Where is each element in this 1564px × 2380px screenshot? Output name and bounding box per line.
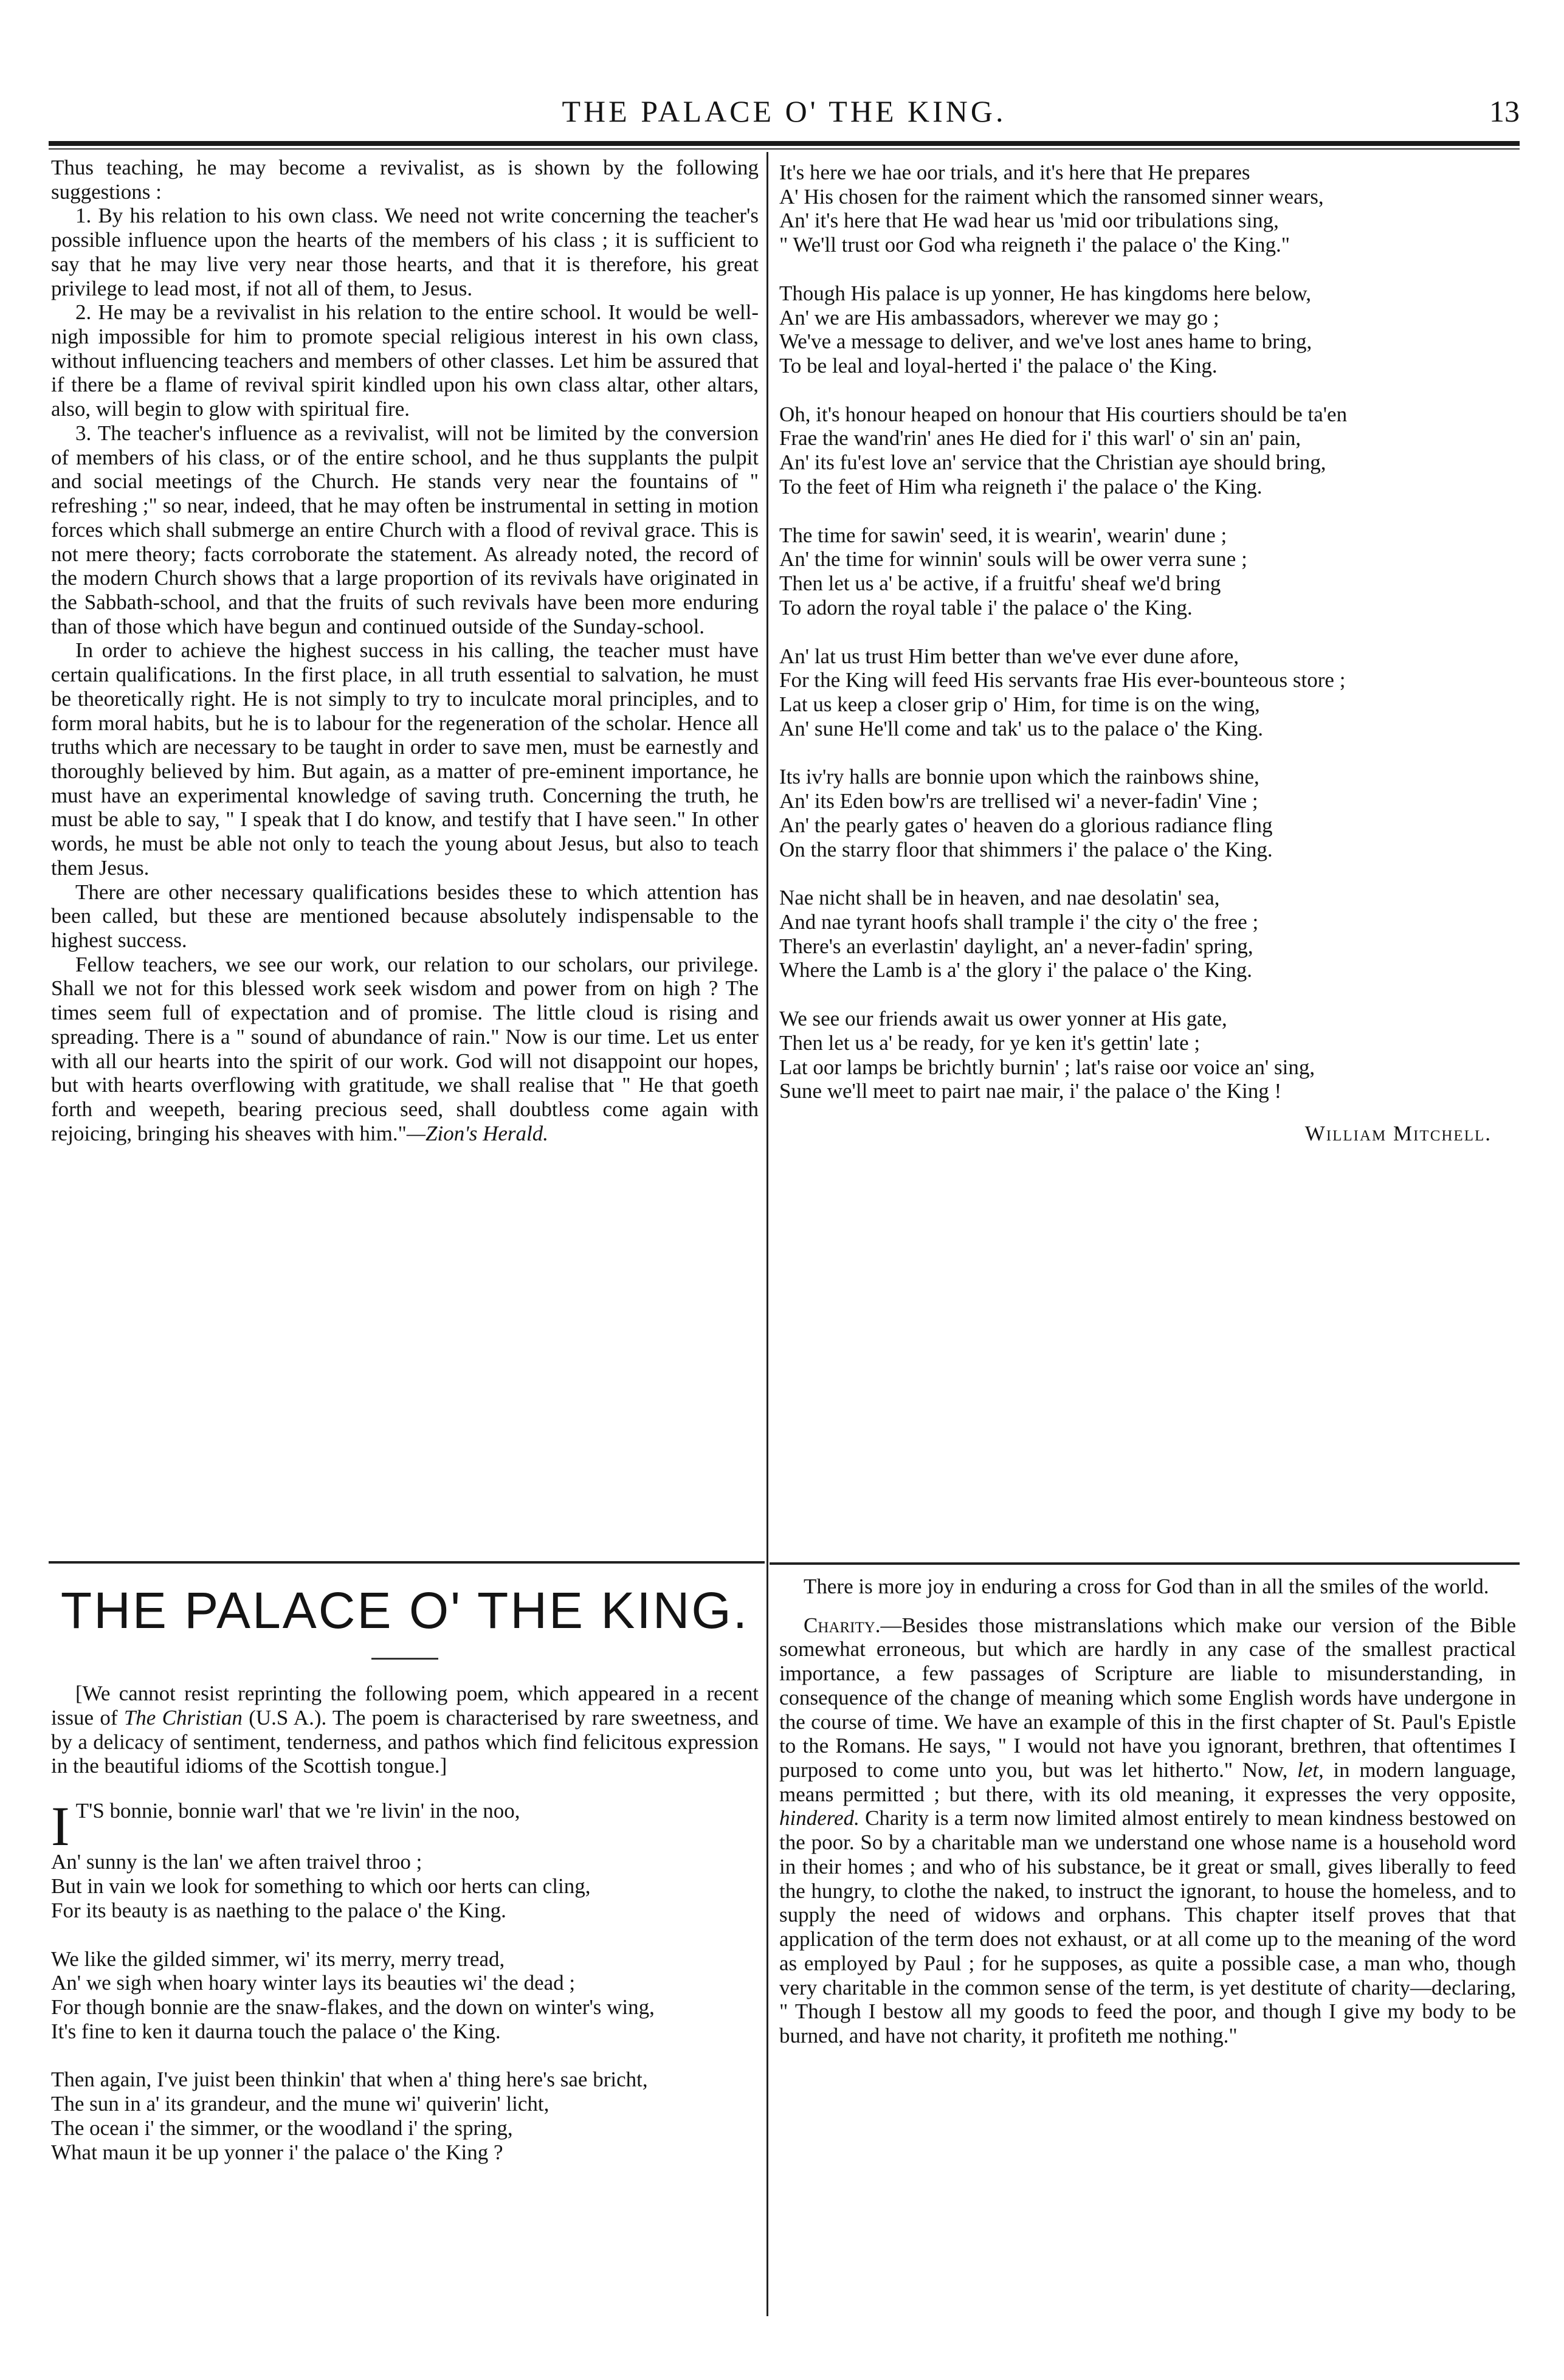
page-number: 13 [1489,94,1520,128]
poem-continued [779,160,1516,1146]
stanza [779,886,1516,982]
stanza [779,281,1516,378]
poem-line: An' the pearly gates o' heaven do a glorious radiance fling [779,813,1273,837]
article-paragraph-text: Fellow teachers, we see our work, our relation to our scholars, our privilege. Shall we not for this blessed work seek wisdom and power from on high ? The times seem full of expectation and of promise. The little cloud is rising and spreading. There is a " sound of abundance of rain." Now is our time. Let us enter with all our hearts into the spirit of our work. God will not disappoint our hopes, but with hearts overflowing with gratitude, we shall realise that " He that goeth forth and weepeth, bearing precious seed, shall doubtless come again with rejoicing, bringing his sheaves with him." [51,952,759,1145]
poem-line: Lat oor lamps be brichtly burnin' ; lat's raise oor voice an' sing, [779,1055,1315,1079]
stanza [779,523,1516,620]
poem-line: An' sunny is the lan' we aften traivel throo ; [51,1850,422,1874]
poem-line: And nae tyrant hoofs shall trample i' the city o' the free ; [779,909,1259,934]
poem-line: Then let us a' be ready, for ye ken it's gettin' late ; [779,1030,1201,1055]
poem-line: For its beauty is as naething to the palace o' the King. [51,1898,506,1922]
charity-text: —Besides those mistranslations which make our version of the Bible somewhat erroneous, but which are hardly in any case of the smallest practical importance, a few passages of Scripture are liable to misunderstanding, in consequence of the change of meaning which some English words have undergone in the course of time. We have an example of this in the first chapter of St. Paul's Epistle to the Romans. He says, " I would not have you ignorant, brethren, that oftentimes I purposed to come unto you, but was let hitherto." Now, [779,1613,1516,1782]
lead-paragraph: There is more joy in enduring a cross for God than in all the smiles of the world. [804,1575,1489,1598]
poem-line: On the starry floor that shimmers i' the palace o' the King. [779,837,1273,861]
stanza [779,402,1516,499]
charity-text: , in modern language, means permitted ; but there, with its old meaning, it expresses the very opposite, [779,1758,1516,1806]
poem-line: Oh, it's honour heaped on honour that His courtiers should be ta'en [779,402,1348,426]
poem-line: There's an everlastin' daylight, an' a never-fadin' spring, [779,934,1253,958]
title-rule [371,1658,438,1660]
poem-line: We like the gilded simmer, wi' its merry, merry tread, [51,1947,505,1971]
article-paragraph: Thus teaching, he may become a revivalist, as is shown by the following suggestions : [51,156,759,204]
header-rule-thin [49,148,1520,150]
poem-line: Frae the wand'rin' anes He died for i' this warl' o' sin an' pain, [779,426,1301,450]
poem-line: An' sune He'll come and tak' us to the palace o' the King. [779,716,1263,740]
article-charity [779,1575,1516,2048]
stanza [779,765,1516,861]
poem-line: T'S bonnie, bonnie warl' that we 're livin' in the noo, [75,1799,520,1823]
poem-line: Nae nicht shall be in heaven, and nae desolatin' sea, [779,886,1220,910]
poem-stanzas-right [779,160,1516,1103]
poem-section [51,1575,759,2189]
poem-line: To the feet of Him wha reigneth i' the palace o' the King. [779,474,1263,498]
poem-intro-text-end: (U.S A.). The poem is characterised by rare sweetness, and by a delicacy of sentiment, tenderness, and pathos which find felicitous expression in the beautiful idioms of the Scottish tongue.] [51,1706,759,1778]
stanza [51,1795,759,1922]
poem-line: An' it's here that He wad hear us 'mid oor tribulations sing, [779,209,1279,233]
stanza [779,644,1516,741]
charity-text: Charity is a term now limited almost entirely to mean kindness bestowed on the poor. So by a charitable man we understand one whose name is a household word in their homes ; and who of his substance, be it great or small, gives liberally to feed the hungry, to clothe the naked, to instruct the ignorant, to house the homeless, and to supply the need of widows and orphans. This chapter itself proves that that application of the term does not exhaust, or at all come up to the meaning of the word as employed by Paul ; for he supposes, as quite a possible case, a man who, though very charitable in the common sense of the term, is yet destitute of charity—declaring, " Though I bestow all my goods to feed the poor, and though I give my body to be burned, and have not charity, it profiteth me nothing." [779,1806,1516,2047]
stanza [779,160,1516,257]
poem-signature: William Mitchell. [1304,1122,1492,1145]
poem-stanzas-left [51,1795,759,2164]
page-header [49,91,1520,140]
poem-line: Its iv'ry halls are bonnie upon which the rainbows shine, [779,765,1259,789]
poem-line: An' its fu'est love an' service that the Christian aye should bring, [779,450,1326,475]
poem-line: To adorn the royal table i' the palace o' the King. [779,595,1193,619]
poem-line: Lat us keep a closer grip o' Him, for time is on the wing, [779,692,1260,716]
poem-intro [51,1682,759,1778]
section-rule-left [49,1561,765,1564]
poem-line: Then again, I've juist been thinkin' that when a' thing here's sae bricht, [51,2068,648,2092]
running-title: THE PALACE O' THE KING. [562,94,1007,128]
header-rule [49,141,1520,146]
stanza [51,1947,759,2044]
section-rule-right [770,1562,1520,1565]
poem-line: A' His chosen for the raiment which the ransomed sinner wears, [779,184,1324,209]
article-paragraph: 1. By his relation to his own class. We need not write concerning the teacher's possible influence upon the hearts of the members of his class ; it is sufficient to say that he may live very near those hearts, and that it is therefore, his great privilege to lead most, if not all of them, to Jesus. [51,204,759,300]
poem-line: Then let us a' be active, if a fruitfu' sheaf we'd bring [779,571,1221,596]
poem-line: The time for sawin' seed, it is wearin', wearin' dune ; [779,523,1227,547]
poem-intro-text: [We cannot resist reprinting the following poem, which appeared in a recent issue of [51,1682,759,1730]
poem-title: THE PALACE O' THE KING. [60,1582,749,1639]
poem-line: Where the Lamb is a' the glory i' the palace o' the King. [779,958,1252,982]
poem-line: Though His palace is up yonner, He has kingdoms here below, [779,281,1312,305]
stanza [51,2068,759,2164]
poem-line: It's here we hae oor trials, and it's here that He prepares [779,160,1250,184]
article-sunday-school-teacher [51,156,759,1145]
poem-line: It's fine to ken it daurna touch the palace o' the King. [51,2019,501,2043]
stanza [779,1007,1516,1103]
poem-line: Sune we'll meet to pairt nae mair, i' the palace o' the King ! [779,1079,1282,1103]
poem-line: An' the time for winnin' souls will be ower verra sune ; [779,547,1247,571]
column-divider [766,152,768,2316]
charity-label: Charity. [804,1613,881,1637]
article-paragraph: There are other necessary qualifications besides these to which attention has been called, but these are mentioned because absolutely indispensable to the highest success. [51,880,759,952]
poem-line-first [51,1795,759,1858]
poem-line: We've a message to deliver, and we've lost anes hame to bring, [779,329,1312,354]
poem-line: To be leal and loyal-herted i' the palace o' the King. [779,354,1218,378]
article-paragraph: 2. He may be a revivalist in his relation to the entire school. It would be well-nigh impossible for him to promote special religious interest in his own class, without influencing teachers and members of other classes. Let him be assured that if there be a flame of revival spirit kindled upon his own class altar, other altars, also, will begin to glow with spiritual fire. [51,300,759,421]
italic-word: hindered. [779,1806,860,1830]
poem-line: An' lat us trust Him better than we've ever dune afore, [779,644,1239,668]
poem-line: For though bonnie are the snaw-flakes, and the down on winter's wing, [51,1995,655,2019]
article-paragraph: In order to achieve the highest success in his calling, the teacher must have certain qualifications. In the first place, in all truth essential to salvation, he must be theoretically right. He is not simply to try to inculcate moral principles, and to form moral habits, but he is to labour for the regeneration of the scholar. Hence all truths which are necessary to be taught in order to save men, must be earnestly and thoroughly believed by him. But again, as a matter of pre-eminent importance, he must have an experimental knowledge of saving truth. Concerning the truth, he must be able to say, " I speak that I do know, and testify that I have seen." In other words, he must be able not only to teach the young about Jesus, but also to teach them Jesus. [51,638,759,880]
poem-line: An' we sigh when hoary winter lays its beauties wi' the dead ; [51,1971,576,1995]
poem-line: " We'll trust oor God wha reigneth i' the palace o' the King." [779,233,1290,257]
article-source: —Zion's Herald. [406,1121,548,1145]
poem-line: The ocean i' the simmer, or the woodland i' the spring, [51,2116,513,2140]
drop-cap: I [51,1795,70,1858]
poem-line: For the King will feed His servants frae His ever-bounteous store ; [779,668,1346,692]
article-paragraph-last [51,953,759,1146]
poem-line: What maun it be up yonner i' the palace o' the King ? [51,2140,503,2164]
poem-line: An' its Eden bow'rs are trellised wi' a never-fadin' Vine ; [779,789,1258,813]
italic-word: let [1297,1758,1319,1782]
charity-paragraph [779,1613,1516,2048]
poem-line: An' we are His ambassadors, wherever we may go ; [779,305,1219,329]
publication-name: The Christian [123,1706,243,1730]
poem-line: But in vain we look for something to which oor herts can cling, [51,1874,591,1899]
article-paragraph: 3. The teacher's influence as a revivalist, will not be limited by the conversion of members of his class, or of the entire school, and he thus supplants the pulpit and social meetings of the Church. He stands very near the fountains of " refreshing ;" so near, indeed, that he may often be instrumental in setting in motion forces which shall submerge an entire Church with a flood of revival grace. This is not mere theory; facts corroborate the statement. As already noted, the record of the modern Church shows that a large proportion of its revivals have originated in the Sabbath-school, and that the fruits of such revivals have been more enduring than of those which have begun and continued outside of the Sunday-school. [51,421,759,638]
poem-line: The sun in a' its grandeur, and the mune wi' quiverin' licht, [51,2092,549,2116]
poem-line: We see our friends await us ower yonner at His gate, [779,1007,1227,1031]
